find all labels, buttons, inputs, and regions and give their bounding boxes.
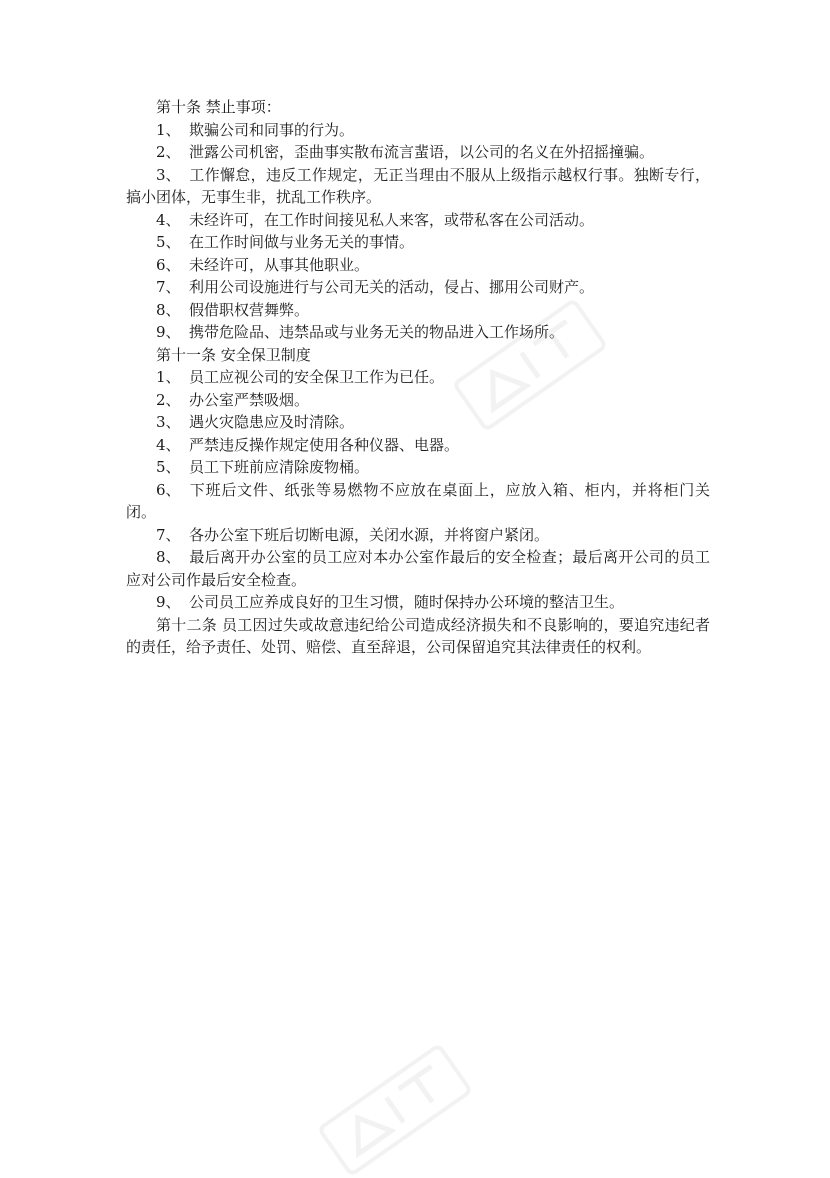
list-item xyxy=(126,276,710,299)
article-heading xyxy=(126,344,710,367)
list-item xyxy=(126,209,710,232)
paragraph-text: 遇火灾隐患应及时清除。 xyxy=(189,413,355,431)
item-number: 5、 xyxy=(156,458,181,476)
paragraph-text: 在工作时间做与业务无关的事情。 xyxy=(189,233,415,251)
paragraph-text: 严禁违反操作规定使用各种仪器、电器。 xyxy=(189,435,460,454)
item-number: 8、 xyxy=(156,548,181,566)
list-item xyxy=(126,479,710,524)
paragraph-text: 下班后文件、纸张等易燃物不应放在桌面上，应放入箱、柜内，并将柜门关闭。 xyxy=(126,480,710,521)
watermark-logo-icon xyxy=(316,1042,473,1177)
list-item xyxy=(126,231,710,254)
paragraph-text: 欺骗公司和同事的行为。 xyxy=(189,120,355,139)
list-item xyxy=(126,119,710,142)
item-number: 8、 xyxy=(156,300,181,319)
paragraph-text: 工作懈怠，违反工作规定，无正当理由不服从上级指示越权行事。独断专行，搞小团体，无事生非，扰乱工作秩序。 xyxy=(126,165,710,206)
paragraph-text: 假借职权营舞弊。 xyxy=(189,300,310,319)
item-number: 7、 xyxy=(156,278,181,296)
item-number: 9、 xyxy=(156,323,181,341)
item-number: 6、 xyxy=(156,480,181,499)
paragraph-text: 各办公室下班后切断电源，关闭水源，并将窗户紧闭。 xyxy=(189,525,550,544)
paragraph-text: 第十二条 员工因过失或故意违纪给公司造成经济损失和不良影响的，要追究违纪者的责任，给予责任、处罚、赔偿、直至辞退，公司保留追究其法律责任的权利。 xyxy=(126,615,710,656)
item-number: 2、 xyxy=(156,390,181,409)
list-item xyxy=(126,434,710,457)
document-body xyxy=(126,96,710,659)
item-number: 4、 xyxy=(156,210,181,229)
paragraph-text: 第十条 禁止事项： xyxy=(156,98,281,116)
list-item xyxy=(126,591,710,614)
paragraph-text: 携带危险品、违禁品或与业务无关的物品进入工作场所。 xyxy=(189,323,565,341)
item-number: 3、 xyxy=(156,165,181,184)
list-item xyxy=(126,321,710,344)
paragraph-text: 未经许可，从事其他职业。 xyxy=(189,255,370,274)
item-number: 6、 xyxy=(156,255,181,274)
paragraph-text: 公司员工应养成良好的卫生习惯，随时保持办公环境的整洁卫生。 xyxy=(189,593,625,611)
paragraph-text: 第十一条 安全保卫制度 xyxy=(156,345,311,364)
item-number: 5、 xyxy=(156,233,181,251)
list-item xyxy=(126,299,710,322)
item-number: 2、 xyxy=(156,143,181,161)
list-item xyxy=(126,141,710,164)
list-item xyxy=(126,389,710,412)
list-item xyxy=(126,546,710,591)
paragraph-text: 最后离开办公室的员工应对本办公室作最后的安全检查；最后离开公司的员工应对公司作最后安全检查。 xyxy=(126,548,710,589)
list-item xyxy=(126,456,710,479)
paragraph-text: 未经许可，在工作时间接见私人来客，或带私客在公司活动。 xyxy=(189,210,595,229)
list-item xyxy=(126,524,710,547)
item-number: 9、 xyxy=(156,593,181,611)
article-heading xyxy=(126,614,710,659)
item-number: 4、 xyxy=(156,435,181,454)
item-number: 7、 xyxy=(156,525,181,544)
list-item xyxy=(126,254,710,277)
item-number: 3、 xyxy=(156,413,181,431)
watermark xyxy=(316,1042,473,1177)
paragraph-text: 员工下班前应清除废物桶。 xyxy=(189,458,370,476)
list-item xyxy=(126,411,710,434)
list-item xyxy=(126,366,710,389)
item-number: 1、 xyxy=(156,120,181,139)
list-item xyxy=(126,164,710,209)
article-heading xyxy=(126,96,710,119)
paragraph-text: 利用公司设施进行与公司无关的活动，侵占、挪用公司财产。 xyxy=(189,278,595,296)
paragraph-text: 员工应视公司的安全保卫工作为已任。 xyxy=(189,368,445,386)
item-number: 1、 xyxy=(156,368,181,386)
paragraph-text: 办公室严禁吸烟。 xyxy=(189,390,310,409)
paragraph-text: 泄露公司机密，歪曲事实散布流言蜚语，以公司的名义在外招摇撞骗。 xyxy=(189,143,655,161)
